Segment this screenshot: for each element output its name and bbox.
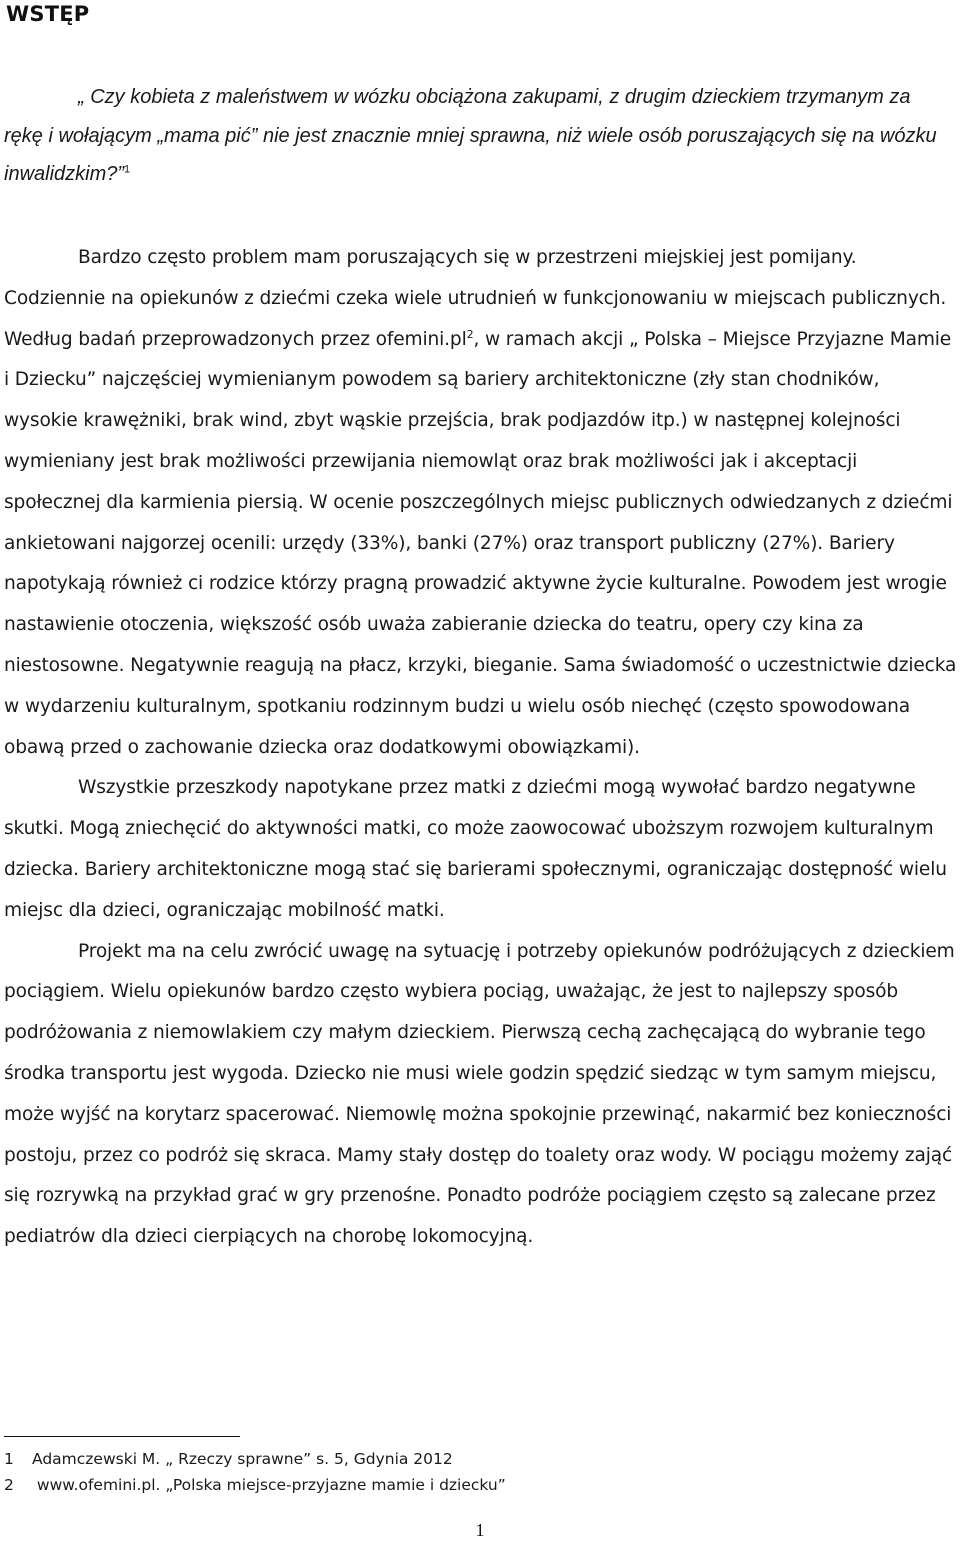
footnote-separator <box>4 1436 240 1437</box>
footnote-item <box>4 1446 904 1472</box>
footnote-item <box>4 1472 904 1498</box>
paragraph-3: Projekt ma na celu zwrócić uwagę na sytuację i potrzeby opiekunów podróżujących z dzieckiem pociągiem. Wielu opiekunów bardzo często wybiera pociąg, uważając, że jest to najlepszy sposób podróżowania z niemowlakiem czy małym dzieckiem. Pierwszą cechą zachęcającą do wybranie tego środka transportu jest wygoda. Dziecko nie musi wiele godzin spędzić siedząc w tym samym miejscu, może wyjść na korytarz spacerować. Niemowlę można spokojnie przewinąć, nakarmić bez konieczności postoju, przez co podróż się skraca. Mamy stały dostęp do toalety oraz wody. W pociągu możemy zająć się rozrywką na przykład grać w gry przenośne. Ponadto podróże pociągiem często są zalecane przez pediatrów dla dzieci cierpiących na chorobę lokomocyjną. <box>4 940 955 1248</box>
footnote-number: 1 <box>4 1450 14 1468</box>
footnote-text: www.ofemini.pl. „Polska miejsce-przyjazne mamie i dziecku” <box>32 1476 506 1494</box>
footnote-ref-1[interactable]: 1 <box>124 163 131 176</box>
quote-text: „ Czy kobieta z maleństwem w wózku obciążona zakupami, z drugim dzieckiem trzymanym za rękę i wołającym „mama pić” nie jest znacznie mniej sprawna, niż wiele osób poruszających się na wózku inwalidzkim?” <box>4 86 937 185</box>
page-number: 1 <box>475 1520 485 1540</box>
footnote-text: Adamczewski M. „ Rzeczy sprawne” s. 5, Gdynia 2012 <box>32 1450 453 1468</box>
epigraph-quote <box>4 78 954 194</box>
footnote-number: 2 <box>4 1476 14 1494</box>
paragraph-2: Wszystkie przeszkody napotykane przez matki z dziećmi mogą wywołać bardzo negatywne skutki. Mogą zniechęcić do aktywności matki, co może zaowocować uboższym rozwojem kulturalnym dziecka. Bariery architektoniczne mogą stać się barierami społecznymi, ograniczając dostępność wielu miejsc dla dzieci, ograniczając mobilność matki. <box>4 777 947 921</box>
body-text <box>4 238 958 1258</box>
paragraph-1: Bardzo często problem mam poruszających się w przestrzeni miejskiej jest pomijany. Codziennie na opiekunów z dziećmi czeka wiele utrudnień w funkcjonowaniu w miejscach publicznych. Według badań przeprowadzonych przez $ofemini.pl^2$, w ramach akcji „ Polska – Miejsce Przyjazne Mamie i Dziecku” najczęściej wymienianym powodem są bariery architektoniczne (zły stan chodników, wysokie krawężniki, brak wind, zbyt wąskie przejścia, brak podjazdów itp.) w następnej kolejności wymieniany jest brak możliwości przewijania niemowląt oraz brak możliwości jak i akceptacji społecznej dla karmienia piersią. W ocenie poszczególnych miejsc publicznych odwiedzanych z dziećmi ankietowani najgorzej ocenili: urzędy (33%), banki (27%) oraz transport publiczny (27%). Bariery napotykają również ci rodzice którzy pragną prowadzić aktywne życie kulturalne. Powodem jest wrogie nastawienie otoczenia, większość osób uważa zabieranie dziecka do teatru, opery czy kina za niestosowne. Negatywnie reagują na płacz, krzyki, bieganie. Sama świadomość o uczestnictwie dziecka w wydarzeniu kulturalnym, spotkaniu rodzinnym budzi u wielu osób niechęć (często spowodowana obawą przed o zachowanie dziecka oraz dodatkowymi obowiązkami). <box>4 247 957 758</box>
page-heading: WSTĘP <box>6 2 90 26</box>
footnote-ref-2[interactable]: 2 <box>466 327 474 341</box>
footnotes <box>4 1446 904 1498</box>
